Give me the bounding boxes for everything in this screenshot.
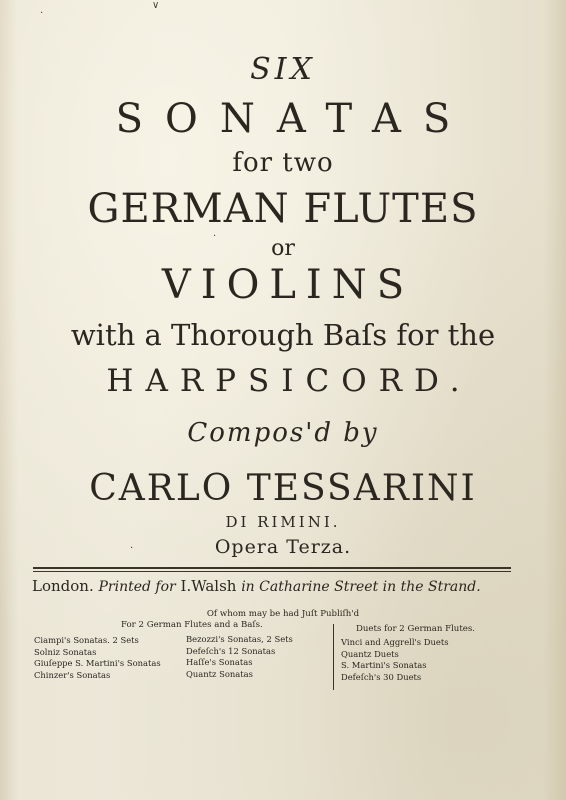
title-harpsicord: HARPSICORD. (106, 363, 472, 399)
catalogue-item: Ciampi's Sonatas. 2 Sets (34, 635, 139, 645)
imprint-line (32, 577, 512, 595)
ink-speck: · (40, 8, 44, 19)
title-or: or (271, 236, 295, 261)
catalogue-item: Giuſeppe S. Martini's Sonatas (34, 658, 161, 668)
flutes-heading: For 2 German Flutes and a Baſs. (121, 620, 263, 630)
title-violins: VIOLINS (161, 262, 415, 308)
catalogue-item: Quantz Sonatas (186, 668, 253, 679)
title-german-flutes: GERMAN FLUTES (87, 186, 479, 232)
title-for-two: for two (232, 148, 334, 178)
title-six: SIX (250, 52, 316, 87)
catalogue-item: S. Martini's Sonatas (341, 660, 427, 670)
divider-rule-thin (33, 571, 511, 572)
ink-speck: ∨ (152, 0, 160, 11)
catalogue-column-1 (34, 635, 161, 681)
catalogue-column-2 (186, 634, 293, 680)
imprint-address: in Catharine Street in the Strand. (241, 579, 481, 595)
opus-number: Opera Terza. (214, 536, 352, 558)
title-sonatas: SONATAS (115, 96, 473, 142)
ink-speck: · (213, 231, 217, 242)
catalogue-item: Defeſch's 30 Duets (341, 671, 422, 682)
duets-heading: Duets for 2 German Flutes. (356, 624, 476, 634)
catalogue-item: Defeſch's 12 Sonatas (186, 645, 276, 656)
imprint-printer: I.Walsh (180, 577, 237, 595)
composer-name: CARLO TESSARINI (89, 468, 477, 509)
title-thorough-bass: with a Thorough Baſs for the (70, 318, 496, 352)
imprint-printed-for: Printed for (98, 579, 176, 595)
catalogue-item: Quantz Duets (341, 648, 399, 659)
composer-origin: DI RIMINI. (225, 513, 341, 531)
ink-speck: · (130, 543, 134, 554)
imprint-city: London. (32, 577, 94, 595)
catalogue-item: Solniz Sonatas (34, 646, 97, 657)
catalogue-item: Vinci and Aggrell's Duets (341, 637, 449, 647)
catalogue-heading: Of whom may be had Juſt Publiſh'd (206, 609, 360, 619)
divider-rule (33, 567, 511, 569)
catalogue-column-3 (341, 637, 449, 683)
catalogue-item: Chinzer's Sonatas (34, 669, 111, 680)
catalogue-item: Haſſe's Sonatas (186, 657, 253, 667)
column-divider (333, 624, 334, 690)
catalogue-item: Bezozzi's Sonatas, 2 Sets (186, 634, 293, 644)
composer-credit: Compos'd by (187, 418, 379, 448)
